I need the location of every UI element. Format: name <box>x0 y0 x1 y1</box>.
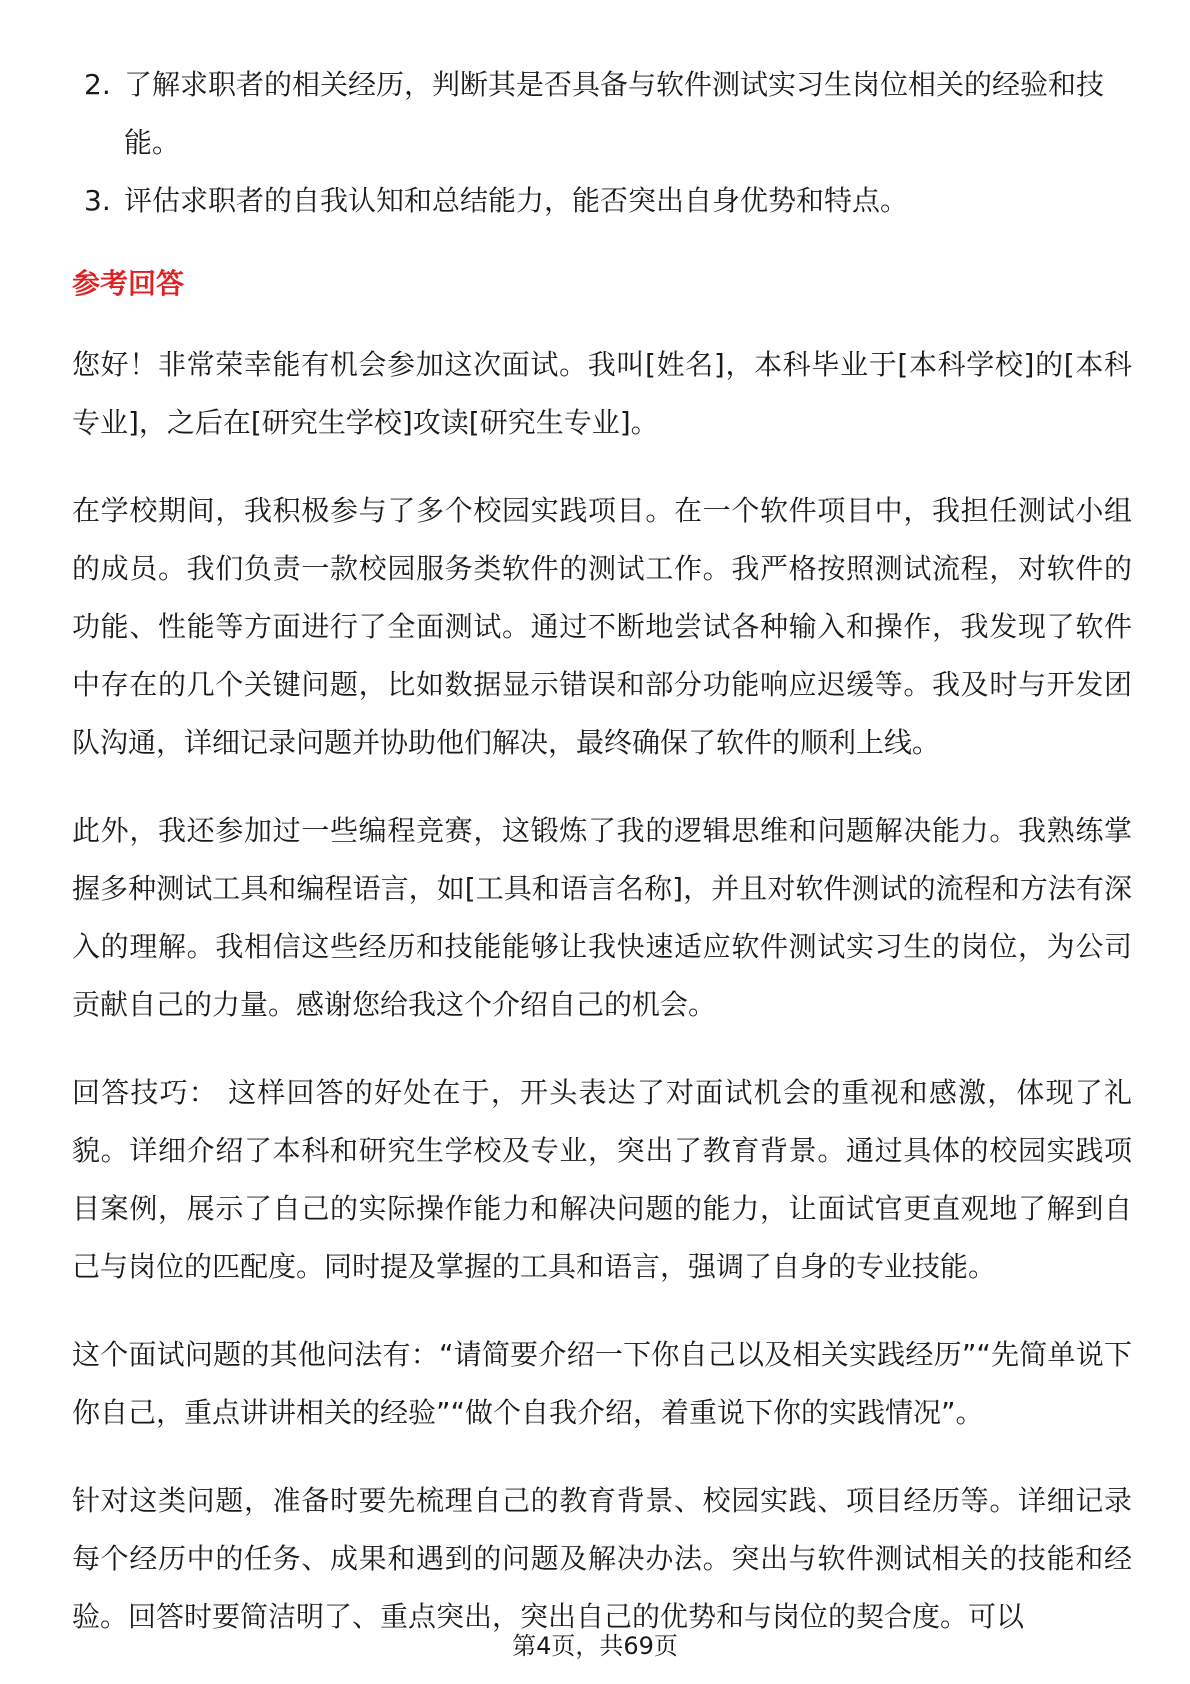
paragraph: 回答技巧： 这样回答的好处在于，开头表达了对面试机会的重视和感激，体现了礼貌。详细介绍了本科和研究生学校及专业，突出了教育背景。通过具体的校园实践项目案例，展示了自己的实际操作能力和解决问题的能力，让面试官更直观地了解到自己与岗位的匹配度。同时提及掌握的工具和语言，强调了自身的专业技能。 <box>72 1076 1132 1283</box>
paragraph: 此外，我还参加过一些编程竞赛，这锻炼了我的逻辑思维和问题解决能力。我熟练掌握多种测试工具和编程语言，如[工具和语言名称]，并且对软件测试的流程和方法有深入的理解。我相信这些经历和技能能够让我快速适应软件测试实习生的岗位，为公司贡献自己的力量。感谢您给我这个介绍自己的机会。 <box>72 814 1132 1021</box>
list-item <box>72 172 1132 230</box>
paragraph: 这个面试问题的其他问法有：“请简要介绍一下你自己以及相关实践经历”“先简单说下你自己，重点讲讲相关的经验”“做个自我介绍，着重说下你的实践情况”。 <box>72 1338 1132 1429</box>
document-page <box>72 56 1132 1646</box>
paragraph: 您好！非常荣幸能有机会参加这次面试。我叫[姓名]，本科毕业于[本科学校]的[本科专业]，之后在[研究生学校]攻读[研究生专业]。 <box>72 348 1132 439</box>
paragraph: 针对这类问题，准备时要先梳理自己的教育背景、校园实践、项目经历等。详细记录每个经历中的任务、成果和遇到的问题及解决办法。突出与软件测试相关的技能和经验。回答时要简洁明了、重点突出，突出自己的优势和与岗位的契合度。可以 <box>72 1484 1132 1633</box>
list-number: 3. <box>84 184 111 217</box>
list-text: 了解求职者的相关经历，判断其是否具备与软件测试实习生岗位相关的经验和技能。 <box>124 68 1105 159</box>
section-title: 参考回答 <box>72 267 185 300</box>
list-number: 2. <box>84 68 111 101</box>
paragraph: 在学校期间，我积极参与了多个校园实践项目。在一个软件项目中，我担任测试小组的成员。我们负责一款校园服务类软件的测试工作。我严格按照测试流程，对软件的功能、性能等方面进行了全面测试。通过不断地尝试各种输入和操作，我发现了软件中存在的几个关键问题，比如数据显示错误和部分功能响应迟缓等。我及时与开发团队沟通，详细记录问题并协助他们解决，最终确保了软件的顺利上线。 <box>72 494 1132 759</box>
list-text: 评估求职者的自我认知和总结能力，能否突出自身优势和特点。 <box>124 184 909 217</box>
list-item <box>72 56 1132 172</box>
page-footer: 第4页，共69页 <box>512 1632 678 1660</box>
